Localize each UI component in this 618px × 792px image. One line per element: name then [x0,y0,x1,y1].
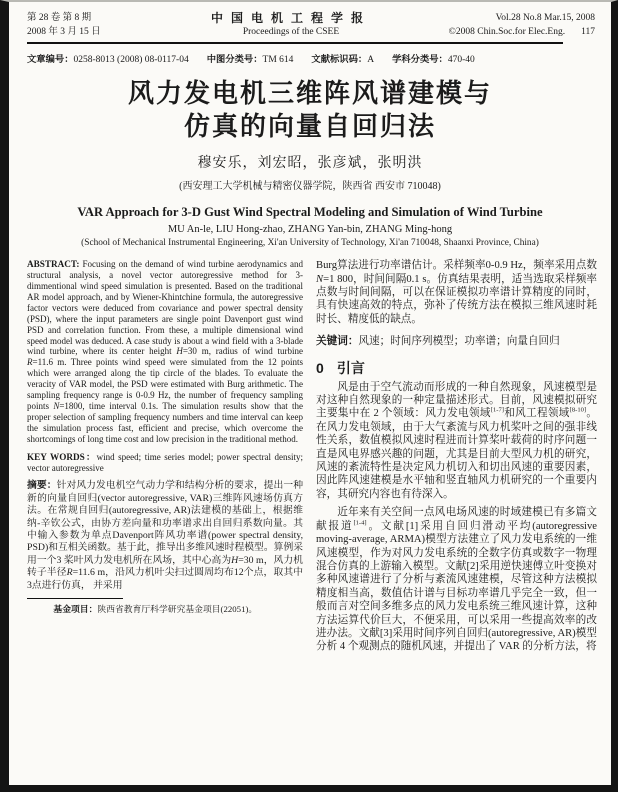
page-number: 117 [581,27,595,37]
abstract-cn-label: 摘要： [27,480,57,492]
left-column [27,259,303,654]
intro-paragraph-2: 近年来有关空间一点风电场风速的时域建模已有多篇文献报道[1-4]。文献[1]采用自回归滑动平均(autoregressive moving-average, ARMA)模型方法建立了风力发电系统的一维风速模型，作为对风力发电系统的全数字仿真或数字一物理混合仿真的上游输入模型。文献[2]采用逆快速傅立叶变换对多种风速谱进行了分析与紊流风速建模，尽管这种方法模拟精度相当高，数值估计谱与目标功率谱几乎完全一致，但一般而言对空间多维多点的风力发电系统三维风速计算，这种方法运算代价巨大，不便采用，可以采用一些提高效率的改进办法。文献[3]采用时间序列自回归(autoregressive, AR)模型分析 4 个观测点的随机风速，并提出了 VAR 的分析方法，将 [316,507,598,653]
clc-label: 中图分类号： [206,54,263,65]
paper-title-cn-line2: 仿真的向量自回归法 [183,111,436,142]
keywords-cn-text: 风速；时间序列模型；功率谱；向量自回归 [358,336,560,348]
header-center [177,11,405,39]
section-number: 0 [316,359,324,376]
volume-issue-cn: 第 28 卷 第 8 期 [27,13,92,23]
header-right [405,11,595,39]
abstract-cn-continued: Burg算法进行功率谱估计。采样频率0-0.9 Hz，频率采用点数N=1 800，时间间隔0.1 s。仿真结果表明，适当选取采样频率点数与时间间隔，可以在保证模拟功率谱计算精度的同时，具有快速高效的特点，弥补了传统方法在模拟三维风速时耗时长、精度低的缺点。 [316,260,597,325]
body-columns [19,259,601,654]
keywords-cn-label: 关键词： [316,335,359,348]
clc-number [207,51,294,65]
keywords-cn [316,335,597,348]
footnote-rule [27,598,123,599]
paper-title-cn-line1: 风力发电机三维阵风谱建模与 [127,78,492,109]
copyright-line: ©2008 Chin.Soc.for Elec.Eng. [448,27,566,37]
document-code [311,51,374,65]
article-number-value: 0258-8013 (2008) 08-0117-04 [73,55,189,66]
journal-header [19,9,601,39]
article-meta-row [19,51,601,65]
funding-footnote [27,603,303,615]
paper-title-en: VAR Approach for 3-D Gust Wind Spectral Modeling and Simulation of Wind Turbine [77,205,543,220]
keywords-en-label: KEY WORDS： [27,451,97,462]
document-code-value: A [367,55,375,66]
article-number-label: 文章编号： [27,54,74,65]
funding-label: 基金项目： [53,604,98,615]
authors-en: MU An-le, LIU Hong-zhao, ZHANG Yan-bin, ZHANG Ming-hong [167,224,453,236]
intro-paragraph-1: 风是由于空气流动而形成的一种自然现象，风速模型是对这种自然现象的一种定量描述形式。目前，风速模拟研究主要集中在 2 个领域：风力发电领域[1-7]和风工程领域[8-10]。在风力发电领域，由于大气紊流与风力机桨叶之间的强非线性关系，数值模拟风速时程进而计算桨叶载荷的时序问题一直是风电界感兴趣的问题，尤其是目前大型风力机的研究，风速的紊流特性是决定风力机切入和切出风速的重要因素，因此阵风速建模是水平轴和竖直轴风力机研究的一个重要内容，其研究内容也有待深入。 [316,381,598,500]
section-heading-introduction [316,360,597,376]
issue-date-cn: 2008 年 3 月 15 日 [27,27,101,37]
abstract-cn-text: 针对风力发电机空气动力学和结构分析的要求，提出一种新的向量自回归(vector autoregressive, VAR)三维阵风速场仿真方法。在常规自回归(autoregressive, AR)法建模的基础上，根据维纳-辛钦公式，由协方差向量和功率谱求出自回归系数向量。其中输入参数为单点Davenport阵风功率谱(power spectral density, PSD)和互相关函数。基于此，推导出多维风速时程模型。算例采用一个3 桨叶风力发电机所在风场，其中心高为H=30 m，风力机转子半径R=11.6 m，沿风力机叶尖扫过圆周均布12个点，取其中3点进行仿真， 并采用 [27,480,304,591]
header-left [27,11,177,39]
abstract-label: ABSTRACT: [27,259,80,270]
volume-issue-en: Vol.28 No.8 Mar.15, 2008 [495,13,595,23]
abstract-en [27,259,303,444]
abstract-cn [27,480,303,592]
title-block [19,77,601,248]
right-column [316,259,597,654]
journal-title-cn: 中国电机工程学报 [210,11,371,25]
keywords-en-text: wind speed; time series model; power spectral density; vector autoregressive [27,451,304,473]
keywords-en [27,452,303,474]
article-number [27,51,189,65]
subject-class [392,51,475,65]
journal-title-en: Proceedings of the CSEE [242,27,340,37]
subject-class-value: 470-40 [447,55,475,66]
authors-cn: 穆安乐，刘宏昭，张彦斌，张明洪 [197,156,423,172]
subject-class-label: 学科分类号： [392,54,448,65]
section-title: 引言 [336,359,365,376]
abstract-text: Focusing on the demand of wind turbine aerodynamics and structural analysis, a novel vector autoregressive method for 3-dimmentional wind speed simulation is presented. Based on the traditional AR model approach, and by Wiener-Khintchine formula, the autoregressive factor vectors were deduced from covariance and power spectral density (PSD), where the input parameters are single point Davenport gust wind PSD and correlation function. From these, a multiple dimensional wind speed model was deduced. A case study is about a wind field with a 3-blade wind turbine, where its center height H=30 m, radius of wind turbine R=11.6 m. Three points wind speed were simulated from the 12 points which were arranged along the tip circle of the blades. To evaluate the veracity of VAR model, the PSD were estimated with Burg arithmetic. The sampling frequency range is 0-0.9 Hz, the number of frequency sampling points N=1800, time interval 0.1s. The simulation results show that the proper selection of sampling frequency numbers and time interval can keep the simulation process fast, efficient and precise, which overcome the shortcomings of long time cost and low precision in the traditional method. [27,259,304,444]
document-code-label: 文献标识码： [311,54,368,65]
clc-value: TM 614 [262,55,294,66]
affiliation-en: (School of Mechanical Instrumental Engineering, Xi'an University of Technology, Xi'an 710048, Shaanxi Province, China) [81,238,539,249]
funding-text: 陕西省教育厅科学研究基金项目(22051)。 [97,604,258,615]
header-rule [27,42,563,44]
affiliation-cn: (西安理工大学机械与精密仪器学院，陕西省 西安市 710048) [179,181,441,193]
